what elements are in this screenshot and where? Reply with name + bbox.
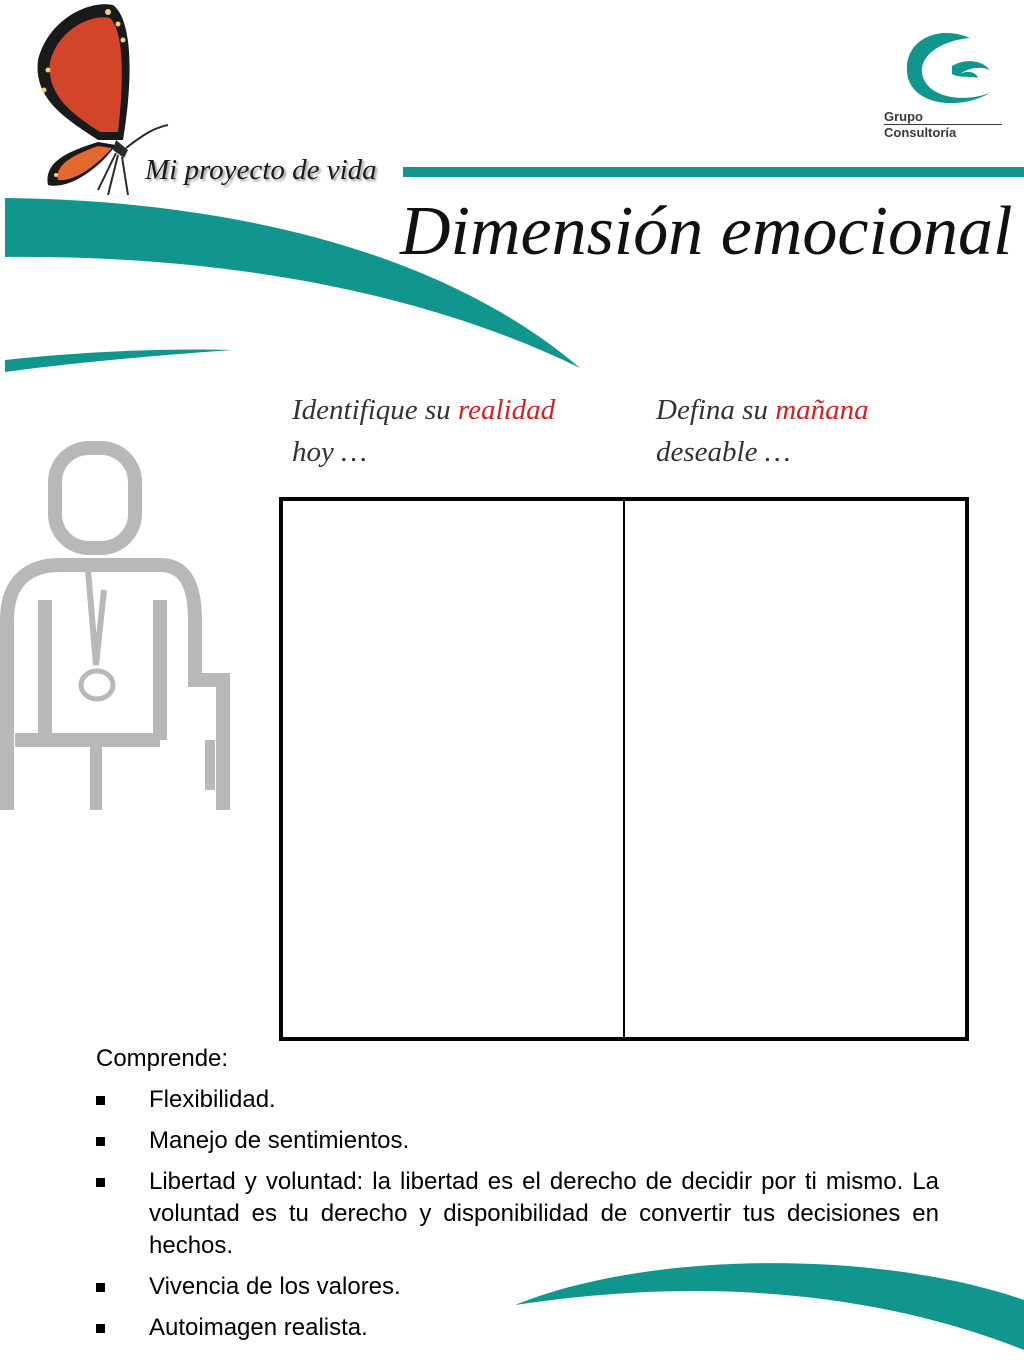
prompt-left-highlight: realidad bbox=[457, 394, 556, 426]
left-thin-swoosh bbox=[5, 349, 232, 372]
square-bullet-icon bbox=[96, 1137, 105, 1146]
grupo-consultoria-logo bbox=[880, 28, 1005, 143]
list-item bbox=[96, 1271, 939, 1303]
list-item bbox=[96, 1312, 939, 1344]
two-column-writing-box bbox=[279, 497, 969, 1041]
list-item-text: Flexibilidad. bbox=[149, 1086, 276, 1113]
list-item-text: Autoimagen realista. bbox=[149, 1314, 368, 1341]
prompt-current-reality bbox=[292, 389, 572, 473]
prompt-left-suffix: hoy … bbox=[292, 436, 367, 468]
square-bullet-icon bbox=[96, 1178, 105, 1187]
logo-swirl-icon bbox=[880, 28, 1005, 110]
page-title: Dimensión emocional bbox=[400, 193, 1013, 270]
list-item-text: Libertad y voluntad: la libertad es el derecho de decidir por ti mismo. La voluntad es tu derecho y disponibilidad de convertir tus decisiones en hechos. bbox=[149, 1168, 939, 1259]
logo-text-line1: Grupo bbox=[884, 109, 923, 124]
list-item-text: Manejo de sentimientos. bbox=[149, 1127, 410, 1154]
current-reality-area[interactable] bbox=[283, 501, 625, 1037]
square-bullet-icon bbox=[96, 1324, 105, 1333]
prompt-desired-future bbox=[656, 389, 936, 473]
logo-text-line2: Consultoría bbox=[884, 125, 957, 140]
prompt-right-prefix: Defina su bbox=[656, 394, 776, 426]
desired-future-area[interactable] bbox=[625, 501, 965, 1037]
bullet-list bbox=[96, 1084, 939, 1353]
list-item bbox=[96, 1125, 939, 1157]
square-bullet-icon bbox=[96, 1283, 105, 1292]
list-item bbox=[96, 1166, 939, 1262]
prompt-right-highlight: mañana bbox=[775, 394, 869, 426]
section-subtitle: Mi proyecto de vida bbox=[145, 154, 377, 186]
prompt-right-suffix: deseable … bbox=[656, 436, 791, 468]
list-item bbox=[96, 1084, 939, 1116]
prompt-left-prefix: Identifique su bbox=[292, 394, 458, 426]
person-silhouette-icon bbox=[0, 440, 230, 815]
list-intro: Comprende: bbox=[96, 1045, 229, 1072]
square-bullet-icon bbox=[96, 1096, 105, 1105]
header-accent-bar bbox=[403, 167, 1024, 177]
list-item-text: Vivencia de los valores. bbox=[149, 1273, 401, 1300]
